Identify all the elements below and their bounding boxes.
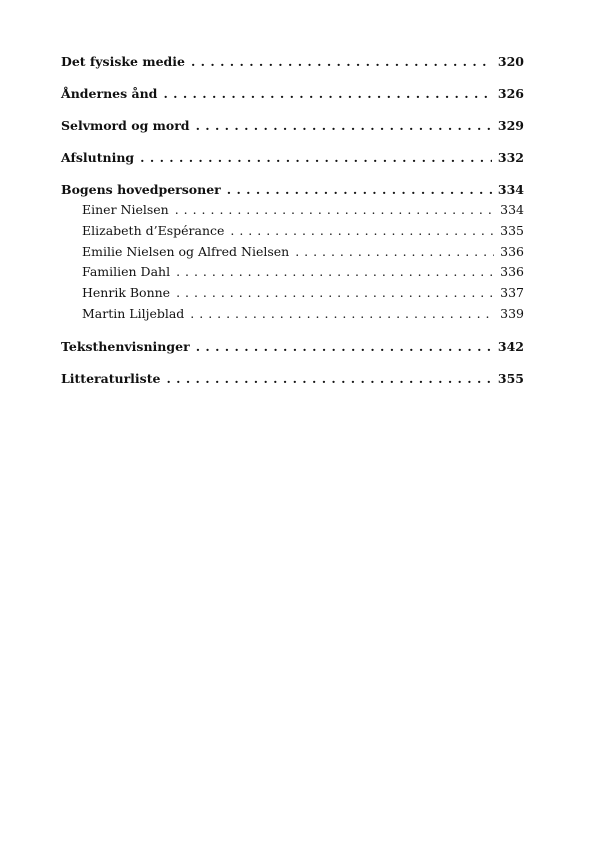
toc-entry-bogens-hovedpersoner[interactable] [61,180,524,200]
toc-entry-selvmord-og-mord[interactable] [61,116,524,136]
toc-entry-title: Emilie Nielsen og Alfred Nielsen [82,243,290,259]
toc-entry-page: 326 [497,86,524,101]
toc-entry-title: Teksthenvisninger [61,338,190,354]
toc-entry-page: 334 [497,182,524,197]
toc-entry-title: Litteraturliste [61,370,161,386]
toc-entry-teksthenvisninger[interactable] [61,337,524,357]
dot-leader [196,116,492,136]
toc-entry-page: 355 [497,370,524,386]
toc-entry-title: Selvmord og mord [61,118,190,133]
toc-entry-title: Elizabeth d’Espérance [82,222,225,238]
dot-leader [227,180,492,200]
toc-subentry-henrik-bonne[interactable] [61,283,524,304]
toc-entry-title: Det fysiske medie [61,54,185,69]
toc-entry-det-fysiske-medie[interactable] [61,52,524,72]
toc-entry-andernes-and[interactable] [61,84,524,104]
toc-entry-title: Martin Liljeblad [82,305,185,321]
toc-entry-page: 329 [497,118,524,133]
toc-entry-title: Einer Nielsen [82,202,169,217]
toc-subentry-elizabeth-desperance[interactable] [61,221,524,242]
toc-entry-title: Åndernes ånd [61,86,158,101]
toc-subentry-emilie-og-alfred-nielsen[interactable] [61,242,524,263]
toc-subentry-martin-liljeblad[interactable] [61,304,524,325]
table-of-contents [61,52,524,401]
toc-entry-page: 339 [500,305,524,321]
dot-leader [163,84,491,104]
toc-entry-page: 337 [500,285,524,301]
toc-entry-page: 336 [500,243,524,259]
dot-leader [166,369,491,389]
toc-subentry-familien-dahl[interactable] [61,262,524,283]
toc-entry-page: 342 [497,338,524,354]
dot-leader [190,304,494,325]
toc-entry-page: 336 [500,264,524,280]
dot-leader [295,242,494,263]
toc-entry-title: Familien Dahl [82,264,171,280]
toc-entry-litteraturliste[interactable] [61,369,524,389]
dot-leader [176,262,494,283]
toc-entry-page: 320 [497,54,524,69]
dot-leader [175,200,494,221]
toc-entry-page: 334 [500,202,524,217]
toc-entry-page: 332 [497,150,524,165]
toc-entry-page: 335 [500,222,524,238]
toc-entry-afslutning[interactable] [61,148,524,168]
toc-entry-title: Henrik Bonne [82,285,171,301]
dot-leader [140,148,492,168]
toc-entry-title: Afslutning [61,150,135,165]
toc-subentry-einer-nielsen[interactable] [61,200,524,221]
dot-leader [176,283,494,304]
dot-leader [196,337,492,357]
toc-entry-title: Bogens hovedpersoner [61,182,221,197]
dot-leader [191,52,492,72]
dot-leader [230,221,494,242]
